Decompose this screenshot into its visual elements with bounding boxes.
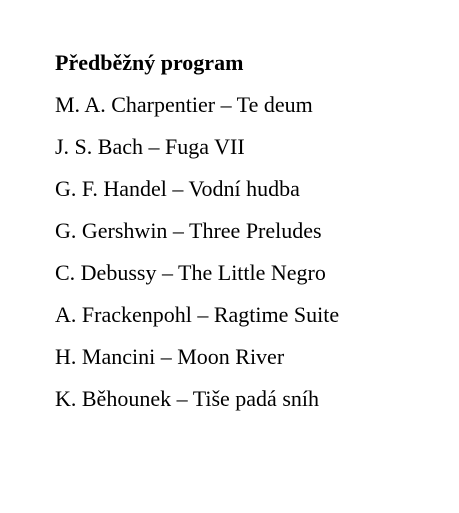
program-item: G. Gershwin – Three Preludes (55, 218, 322, 243)
program-item: H. Mancini – Moon River (55, 344, 285, 369)
program-item: G. F. Handel – Vodní hudba (55, 176, 300, 201)
program-item: C. Debussy – The Little Negro (55, 260, 326, 285)
program-item: J. S. Bach – Fuga VII (55, 134, 245, 159)
program-section (55, 47, 339, 425)
program-list (55, 89, 339, 415)
program-item: A. Frackenpohl – Ragtime Suite (55, 302, 340, 327)
program-item: M. A. Charpentier – Te deum (55, 92, 313, 117)
program-item: K. Běhounek – Tiše padá sníh (55, 386, 319, 411)
program-heading: Předběžný program (55, 50, 244, 75)
